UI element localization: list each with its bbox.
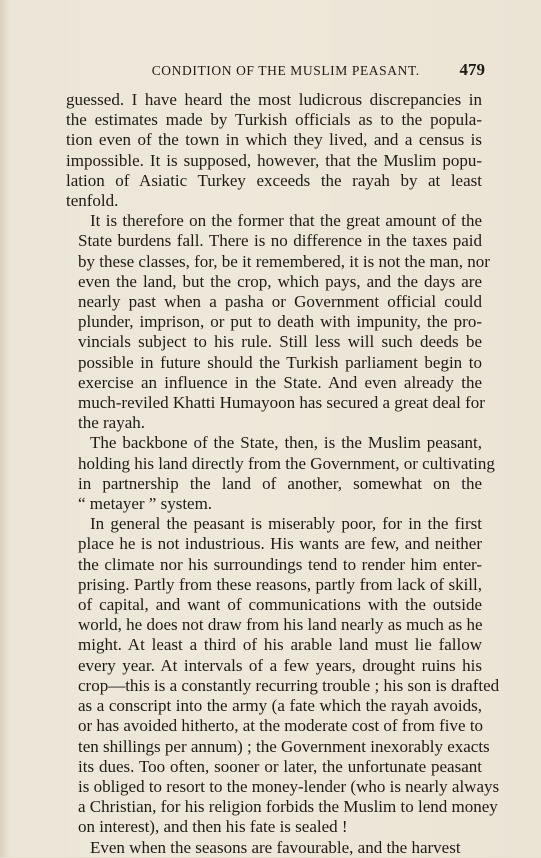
text-line: by these classes, for, be it remembered, it is not the man, nor [78,251,490,271]
running-title: CONDITION OF THE MUSLIM PEASANT. [151,63,420,78]
text-line: nearly past when a pasha or Government official could [78,292,482,312]
text-line: possible in future should the Turkish parliament begin to [78,352,482,372]
text-line: tenfold. [66,191,119,211]
text-line: crop—this is a constantly recurring trouble ; his son is drafted [78,675,500,695]
text-line: is obliged to resort to the money-lender (who is nearly always [78,776,500,796]
paragraph [66,211,490,433]
text-line: “ metayer ” system. [78,494,213,514]
text-line: exercise an influence in the State. And even already the [78,372,482,392]
text-line: lation of Asiatic Turkey exceeds the rayah by at least [66,170,482,190]
text-line: prising. Partly from these reasons, partly from lack of skill, [78,574,482,594]
text-body [66,90,500,858]
page-number: 479 [459,60,485,79]
text-line: or has avoided hitherto, at the moderate cost of from five to [78,716,484,736]
paragraph [66,433,495,514]
text-line: the rayah. [78,413,146,433]
text-line: might. At least a third of his arable land must lie fallow [78,635,482,655]
text-line: in partnership the land of another, somewhat on the [78,473,482,493]
text-line: the climate nor his surroundings tend to render him enter- [78,554,482,574]
text-line: the estimates made by Turkish officials as to the popula- [66,110,482,130]
text-line: as a conscript into the army (a fate which the rayah avoids, [78,696,482,716]
paragraph [66,90,482,211]
text-line: plunder, imprison, or put to death with impunity, the pro- [78,312,482,332]
text-line: even the land, but the crop, which pays, and the days are [78,271,482,291]
paragraph [66,838,482,858]
text-line: vincials subject to his rule. Still less will such deeds be [78,332,482,352]
text-line: place he is not industrious. His wants are few, and neither [78,534,482,554]
text-line: its dues. Too often, sooner or later, the unfortunate peasant [78,756,482,776]
text-line: tion even of the town in which they lived, and a census is [66,130,482,150]
text-line: State burdens fall. There is no difference in the taxes paid [78,231,482,251]
text-line: of capital, and want of communications with the outside [78,595,482,615]
text-line: on interest), and then his fate is sealed ! [78,817,348,837]
text-line: It is therefore on the former that the great amount of the [90,211,482,231]
text-line: much-reviled Khatti Humayoon has secured a great deal for [78,393,485,413]
paragraph [66,514,500,837]
text-line: guessed. I have heard the most ludicrous discrepancies in [66,90,482,109]
text-line: world, he does not draw from his land nearly as much as he [78,615,483,635]
text-line: holding his land directly from the Government, or cultivating [78,453,495,473]
running-head [60,60,485,82]
text-line: every year. At intervals of a few years, drought ruins his [78,655,482,675]
text-line: In general the peasant is miserably poor, for in the first [90,514,482,534]
text-line: Even when the seasons are favourable, and the harvest [90,837,461,857]
text-line: ten shillings per annum) ; the Government inexorably exacts [78,736,490,756]
text-line: a Christian, for his religion forbids the Muslim to lend money [78,797,498,817]
text-line: impossible. It is supposed, however, that the Muslim popu- [66,150,482,170]
text-line: The backbone of the State, then, is the Muslim peasant, [90,433,482,453]
